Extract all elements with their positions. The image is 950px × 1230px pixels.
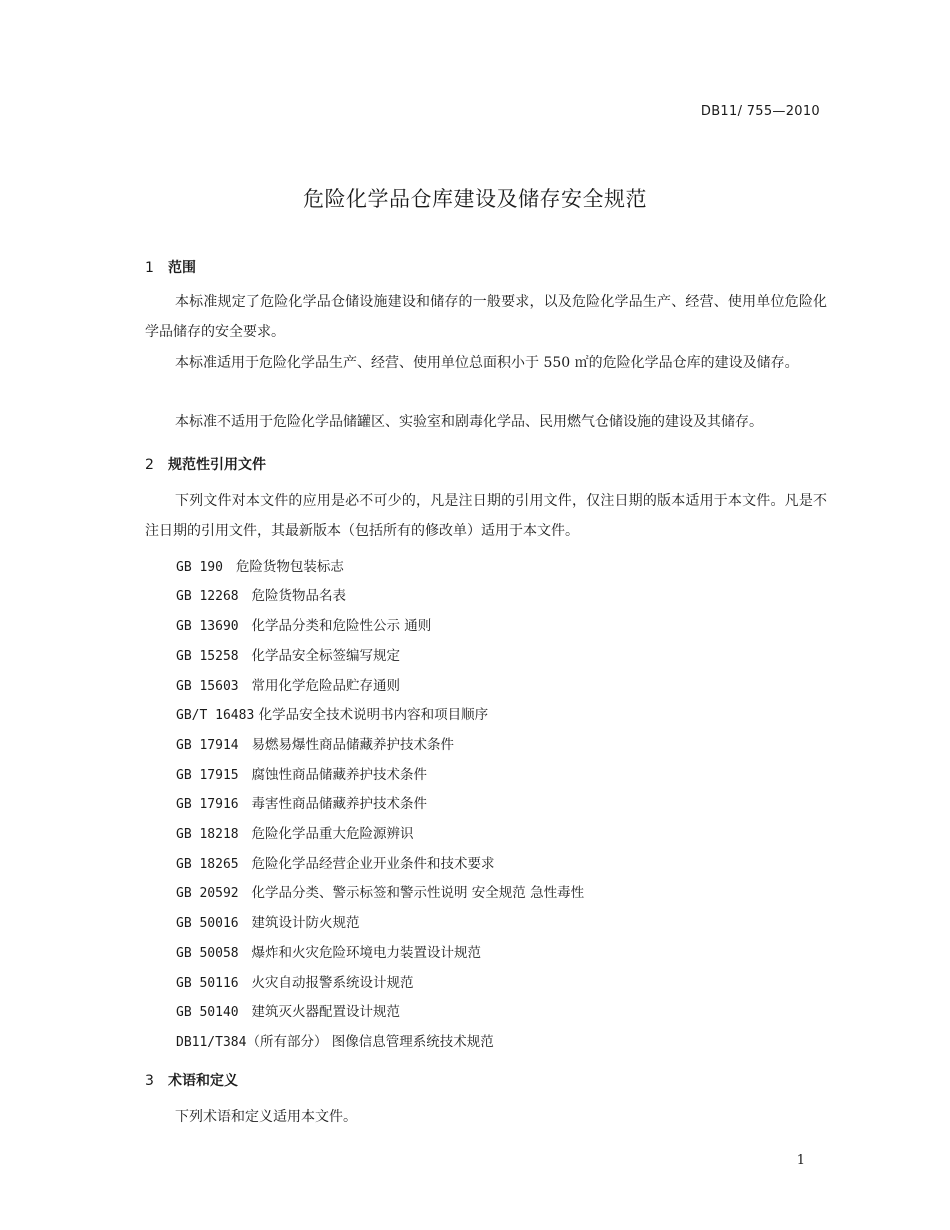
reference-title: 危险货物包装标志	[235, 559, 344, 575]
section-number: 3	[145, 1073, 154, 1089]
reference-code: GB 15258	[176, 649, 239, 664]
reference-code: GB/T 16483	[176, 708, 255, 723]
reference-item	[176, 614, 431, 634]
reference-item	[176, 644, 400, 664]
reference-item	[176, 763, 427, 783]
reference-title: 化学品分类和危险性公示 通则	[251, 618, 432, 634]
reference-code: GB 15603	[176, 679, 239, 694]
paragraph: 下列文件对本文件的应用是必不可少的，凡是注日期的引用文件，仅注日期的版本适用于本文件。凡是不注日期的引用文件，其最新版本（包括所有的修改单）适用于本文件。	[145, 493, 827, 539]
reference-title: 化学品安全标签编写规定	[251, 648, 400, 664]
reference-item	[176, 584, 346, 604]
reference-code: GB 50058	[176, 946, 239, 961]
document-title: 危险化学品仓库建设及储存安全规范	[303, 187, 647, 211]
reference-item	[176, 911, 360, 931]
reference-item	[176, 703, 488, 723]
reference-code: GB 50116	[176, 976, 239, 991]
reference-title: 爆炸和火灾危险环境电力装置设计规范	[251, 945, 481, 961]
reference-code: GB 17916	[176, 797, 239, 812]
section-title: 范围	[168, 260, 196, 276]
reference-code: GB 17915	[176, 768, 239, 783]
section-number: 1	[145, 260, 154, 276]
section-number: 2	[145, 457, 154, 473]
paragraph: 下列术语和定义适用本文件。	[175, 1109, 357, 1125]
reference-title: 腐蚀性商品储藏养护技术条件	[251, 767, 427, 783]
reference-title: 危险货物品名表	[251, 588, 346, 604]
reference-code: GB 190	[176, 560, 223, 575]
reference-item	[176, 1030, 494, 1050]
reference-title: 火灾自动报警系统设计规范	[251, 975, 414, 991]
reference-item	[176, 674, 400, 694]
reference-item	[176, 1000, 400, 1020]
reference-title: 化学品安全技术说明书内容和项目顺序	[258, 707, 489, 723]
reference-item	[176, 792, 427, 812]
reference-title: 建筑灭火器配置设计规范	[251, 1004, 400, 1020]
reference-title: （所有部分） 图像信息管理系统技术规范	[246, 1034, 494, 1050]
section-2-heading	[145, 454, 266, 474]
reference-code: GB 18265	[176, 857, 239, 872]
reference-item	[176, 881, 584, 901]
section-3-heading	[145, 1070, 238, 1090]
reference-code: GB 50140	[176, 1005, 239, 1020]
paragraph: 本标准适用于危险化学品生产、经营、使用单位总面积小于 550 ㎡的危险化学品仓库的建设及储存。	[175, 355, 799, 371]
reference-item	[176, 733, 454, 753]
reference-item	[176, 822, 414, 842]
paragraph: 本标准规定了危险化学品仓储设施建设和储存的一般要求，以及危险化学品生产、经营、使用单位危险化学品储存的安全要求。	[145, 294, 827, 340]
section-title: 规范性引用文件	[168, 457, 266, 473]
reference-code: GB 18218	[176, 827, 239, 842]
reference-code: DB11/T384	[176, 1035, 247, 1050]
reference-title: 毒害性商品储藏养护技术条件	[251, 796, 427, 812]
reference-item	[176, 852, 495, 872]
reference-title: 易燃易爆性商品储藏养护技术条件	[251, 737, 454, 753]
reference-title: 化学品分类、警示标签和警示性说明 安全规范 急性毒性	[251, 885, 585, 901]
reference-item	[176, 941, 481, 961]
reference-code: GB 50016	[176, 916, 239, 931]
reference-item	[176, 555, 344, 575]
section-title: 术语和定义	[168, 1073, 238, 1089]
reference-code: GB 12268	[176, 589, 239, 604]
reference-code: GB 20592	[176, 886, 239, 901]
reference-title: 常用化学危险品贮存通则	[251, 678, 400, 694]
reference-title: 建筑设计防火规范	[251, 915, 360, 931]
reference-title: 危险化学品重大危险源辨识	[251, 826, 414, 842]
reference-item	[176, 971, 414, 991]
reference-title: 危险化学品经营企业开业条件和技术要求	[251, 856, 495, 872]
section-1-heading	[145, 257, 196, 277]
page-number: 1	[796, 1153, 805, 1168]
reference-code: GB 17914	[176, 738, 239, 753]
paragraph: 本标准不适用于危险化学品储罐区、实验室和剧毒化学品、民用燃气仓储设施的建设及其储存。	[175, 414, 763, 430]
reference-code: GB 13690	[176, 619, 239, 634]
standard-code: DB11/ 755—2010	[700, 104, 820, 119]
